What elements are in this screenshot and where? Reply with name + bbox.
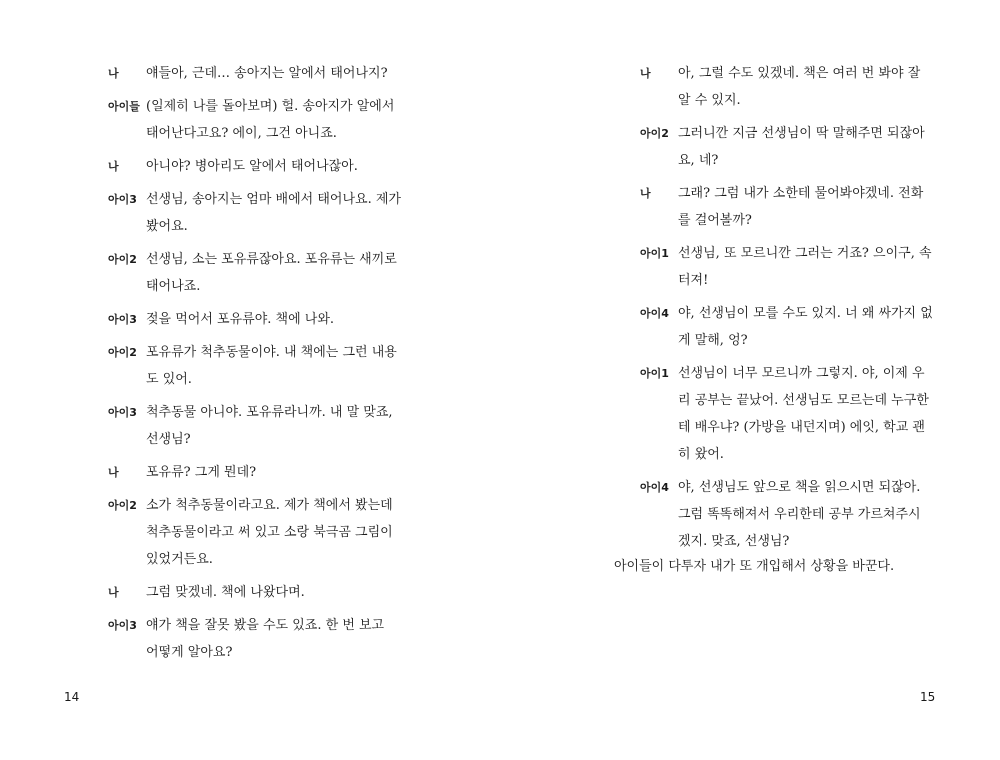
speaker-label: 나: [640, 187, 651, 200]
speaker-label: 아이2: [108, 499, 137, 512]
dialogue-line: [108, 306, 408, 333]
speaker-label: 아이3: [108, 313, 137, 326]
speech-text: [678, 300, 940, 354]
speech-text: [146, 306, 408, 333]
speech-line: 선생님, 송아지는 엄마 배에서 태어나요. 제가: [146, 192, 401, 207]
speech-line: 척추동물이라고 써 있고 소랑 북극곰 그림이: [146, 525, 393, 540]
speech-text: [678, 240, 940, 294]
speech-line: 선생님, 또 모르니깐 그러는 거죠? 으이구, 속: [678, 246, 932, 261]
speech-line: 포유류가 척추동물이야. 내 책에는 그런 내용: [146, 345, 397, 360]
speech-line: 아, 그럴 수도 있겠네. 책은 여러 번 봐야 잘: [678, 66, 921, 81]
speech-line: 리 공부는 끝났어. 선생님도 모르는데 누구한: [678, 393, 929, 408]
speech-text: [678, 180, 940, 234]
speech-text: [146, 60, 408, 87]
speech-text: [146, 612, 408, 666]
speech-line: 알 수 있지.: [678, 93, 741, 108]
speech-line: 를 걸어볼까?: [678, 213, 752, 228]
speech-line: 그러니깐 지금 선생님이 딱 말해주면 되잖아: [678, 126, 925, 141]
dialogue-line: [108, 612, 408, 666]
speaker-label: 아이3: [108, 619, 137, 632]
dialogue-line: [108, 339, 408, 393]
speech-line: 척추동물 아니야. 포유류라니까. 내 말 맞죠,: [146, 405, 393, 420]
speech-line: 그럼 맞겠네. 책에 나왔다며.: [146, 585, 305, 600]
speech-line: 선생님?: [146, 432, 191, 447]
dialogue-line: [640, 180, 940, 234]
speaker-label: 아이4: [640, 481, 669, 494]
speech-line: 태어나죠.: [146, 279, 201, 294]
dialogue-line: [640, 240, 940, 294]
speech-text: [146, 579, 408, 606]
speaker-label: 나: [108, 67, 119, 80]
speech-line: 태어난다고요? 에이, 그건 아니죠.: [146, 126, 337, 141]
dialogue-line: [640, 474, 940, 555]
speech-text: [146, 153, 408, 180]
speech-text: [146, 492, 408, 573]
speech-line: 터져!: [678, 273, 709, 288]
speech-text: [678, 120, 940, 174]
speech-text: [146, 246, 408, 300]
speech-line: 얘가 책을 잘못 봤을 수도 있죠. 한 번 보고: [146, 618, 385, 633]
dialogue-line: [108, 399, 408, 453]
speech-text: [146, 339, 408, 393]
speech-line: 젖을 먹어서 포유류야. 책에 나와.: [146, 312, 335, 327]
speech-line: 그럼 똑똑해져서 우리한테 공부 가르쳐주시: [678, 507, 921, 522]
speaker-label: 아이2: [108, 253, 137, 266]
speaker-label: 아이4: [640, 307, 669, 320]
speech-line: 요, 네?: [678, 153, 719, 168]
speech-line: 아니야? 병아리도 알에서 태어나잖아.: [146, 159, 358, 174]
right-page: [500, 0, 1000, 760]
dialogue-line: [108, 93, 408, 147]
dialogue-line: [640, 360, 940, 468]
speech-text: [678, 474, 940, 555]
speech-line: 봤어요.: [146, 219, 188, 234]
speech-line: 소가 척추동물이라고요. 제가 책에서 봤는데: [146, 498, 393, 513]
narration-text: 아이들이 다투자 내가 또 개입해서 상황을 바꾼다.: [614, 559, 895, 574]
speech-line: 어떻게 알아요?: [146, 645, 233, 660]
speech-line: 선생님이 너무 모르니까 그렇지. 야, 이제 우: [678, 366, 925, 381]
page-number-right: 15: [920, 690, 936, 704]
speech-line: 게 말해, 엉?: [678, 333, 748, 348]
speaker-label: 나: [108, 586, 119, 599]
speech-line: 선생님, 소는 포유류잖아요. 포유류는 새끼로: [146, 252, 397, 267]
speaker-label: 아이2: [108, 346, 137, 359]
speaker-label: 나: [108, 160, 119, 173]
speaker-label: 나: [640, 67, 651, 80]
speaker-label: 아이2: [640, 127, 669, 140]
dialogue-line: [108, 153, 408, 180]
speech-line: 테 배우냐? (가방을 내던지며) 에잇, 학교 괜: [678, 420, 925, 435]
speech-line: 얘들아, 근데… 송아지는 알에서 태어나지?: [146, 66, 388, 81]
speech-text: [678, 60, 940, 114]
dialogue-line: [108, 579, 408, 606]
dialogue-line: [640, 60, 940, 114]
speaker-label: 아이1: [640, 247, 669, 260]
dialogue-line: [108, 492, 408, 573]
speaker-label: 아이3: [108, 193, 137, 206]
speech-line: 겠지. 맞죠, 선생님?: [678, 534, 790, 549]
right-dialogue: [640, 60, 940, 561]
speaker-label: 아이1: [640, 367, 669, 380]
speech-line: 야, 선생님이 모를 수도 있지. 너 왜 싸가지 없: [678, 306, 933, 321]
dialogue-line: [108, 246, 408, 300]
speech-line: (일제히 나를 돌아보며) 헐. 송아지가 알에서: [146, 99, 395, 114]
dialogue-line: [108, 459, 408, 486]
dialogue-line: [640, 120, 940, 174]
speech-line: 있었거든요.: [146, 552, 213, 567]
speech-line: 그래? 그럼 내가 소한테 물어봐야겠네. 전화: [678, 186, 924, 201]
dialogue-line: [640, 300, 940, 354]
speech-line: 도 있어.: [146, 372, 192, 387]
speech-text: [146, 93, 408, 147]
speaker-label: 나: [108, 466, 119, 479]
speech-text: [146, 186, 408, 240]
speech-line: 히 왔어.: [678, 447, 724, 462]
page-number-left: 14: [64, 690, 80, 704]
speech-text: [146, 459, 408, 486]
speaker-label: 아이3: [108, 406, 137, 419]
speech-line: 야, 선생님도 앞으로 책을 읽으시면 되잖아.: [678, 480, 921, 495]
dialogue-line: [108, 186, 408, 240]
speaker-label: 아이들: [108, 100, 140, 113]
speech-text: [678, 360, 940, 468]
speech-text: [146, 399, 408, 453]
left-dialogue: [108, 60, 408, 672]
dialogue-line: [108, 60, 408, 87]
speech-line: 포유류? 그게 뭔데?: [146, 465, 257, 480]
